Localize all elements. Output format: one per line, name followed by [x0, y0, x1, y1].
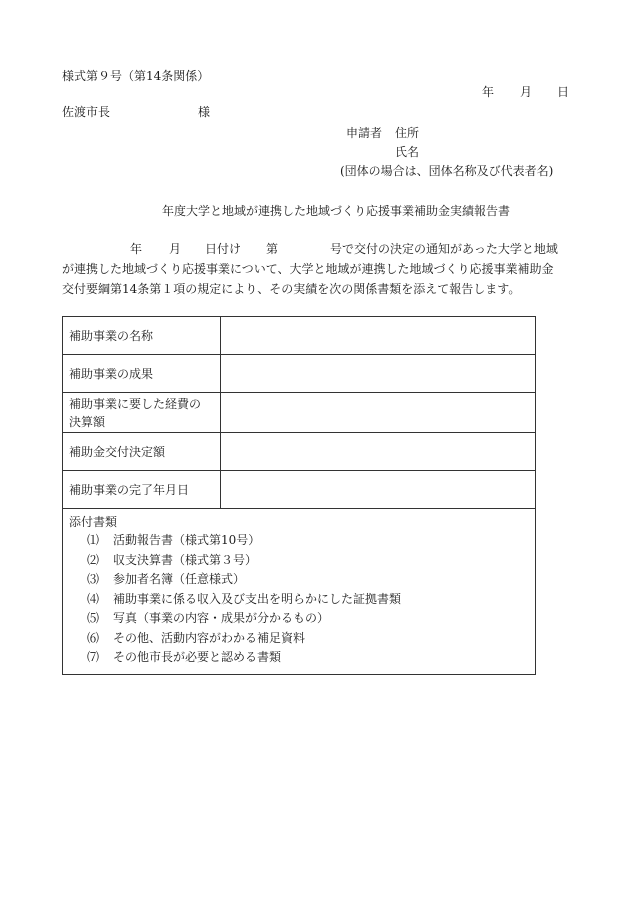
attachments-list: [69, 531, 529, 668]
applicant-label: 申請者: [346, 126, 383, 140]
date-day: 日: [557, 85, 570, 99]
table-row: [63, 317, 536, 355]
list-item: ⑵ 収支決算書（様式第３号）: [87, 552, 258, 567]
addressee-honorific: 様: [198, 105, 211, 119]
applicant-address-label: 住所: [395, 126, 420, 140]
list-item: ⑶ 参加者名簿（任意様式）: [87, 572, 246, 586]
addressee-name: 佐渡市長: [62, 105, 111, 119]
row-label-completion: 補助事業の完了年月日: [69, 482, 190, 497]
body-dai: 第: [266, 242, 279, 256]
attachments-title: 添付書類: [69, 515, 118, 529]
row-label-result: 補助事業の成果: [69, 366, 154, 381]
table-row: [63, 509, 536, 675]
row-value-expense: [221, 393, 536, 433]
document-title: 年度大学と地域が連携した地域づくり応援事業補助金実績報告書: [162, 204, 511, 218]
table-row: [63, 471, 536, 509]
row-label-expense-1: 補助事業に要した経費の: [69, 396, 202, 411]
table-row: [63, 433, 536, 471]
table-row: [63, 355, 536, 393]
row-value-grant: [221, 433, 536, 471]
form-number: 様式第９号（第14条関係）: [62, 69, 210, 83]
date-year: 年: [482, 85, 495, 99]
row-value-completion: [221, 471, 536, 509]
attachments-cell: [63, 509, 536, 675]
table-row: [63, 393, 536, 433]
body-dated: 日付け: [205, 242, 242, 256]
applicant-name-label: 氏名: [395, 145, 420, 159]
body-rest: 号で交付の決定の通知があった大学と地域: [330, 242, 558, 256]
row-label-expense-2: 決算額: [69, 414, 106, 429]
report-table: [62, 316, 536, 675]
date-month: 月: [520, 85, 533, 99]
row-label-grant: 補助金交付決定額: [69, 444, 166, 459]
body-paragraph: [62, 259, 554, 299]
list-item: ⑴ 活動報告書（様式第10号）: [87, 533, 261, 547]
body-line-3: 交付要綱第14条第１項の規定により、その実績を次の関係書類を添えて報告します。: [62, 282, 521, 296]
row-value-name: [221, 317, 536, 355]
row-value-result: [221, 355, 536, 393]
body-year: 年: [130, 242, 143, 256]
list-item: ⑸ 写真（事業の内容・成果が分かるもの）: [87, 611, 330, 625]
list-item: ⑺ その他市長が必要と認める書類: [87, 650, 282, 664]
list-item: ⑷ 補助事業に係る収入及び支出を明らかにした証拠書類: [87, 591, 402, 606]
applicant-note: (団体の場合は、団体名称及び代表者名): [340, 164, 554, 178]
row-label-name: 補助事業の名称: [69, 328, 154, 343]
body-month: 月: [169, 242, 182, 256]
list-item: ⑹ その他、活動内容がわかる補足資料: [87, 630, 306, 645]
body-line-2: が連携した地域づくり応援事業について、大学と地域が連携した地域づくり応援事業補助金: [62, 262, 554, 276]
